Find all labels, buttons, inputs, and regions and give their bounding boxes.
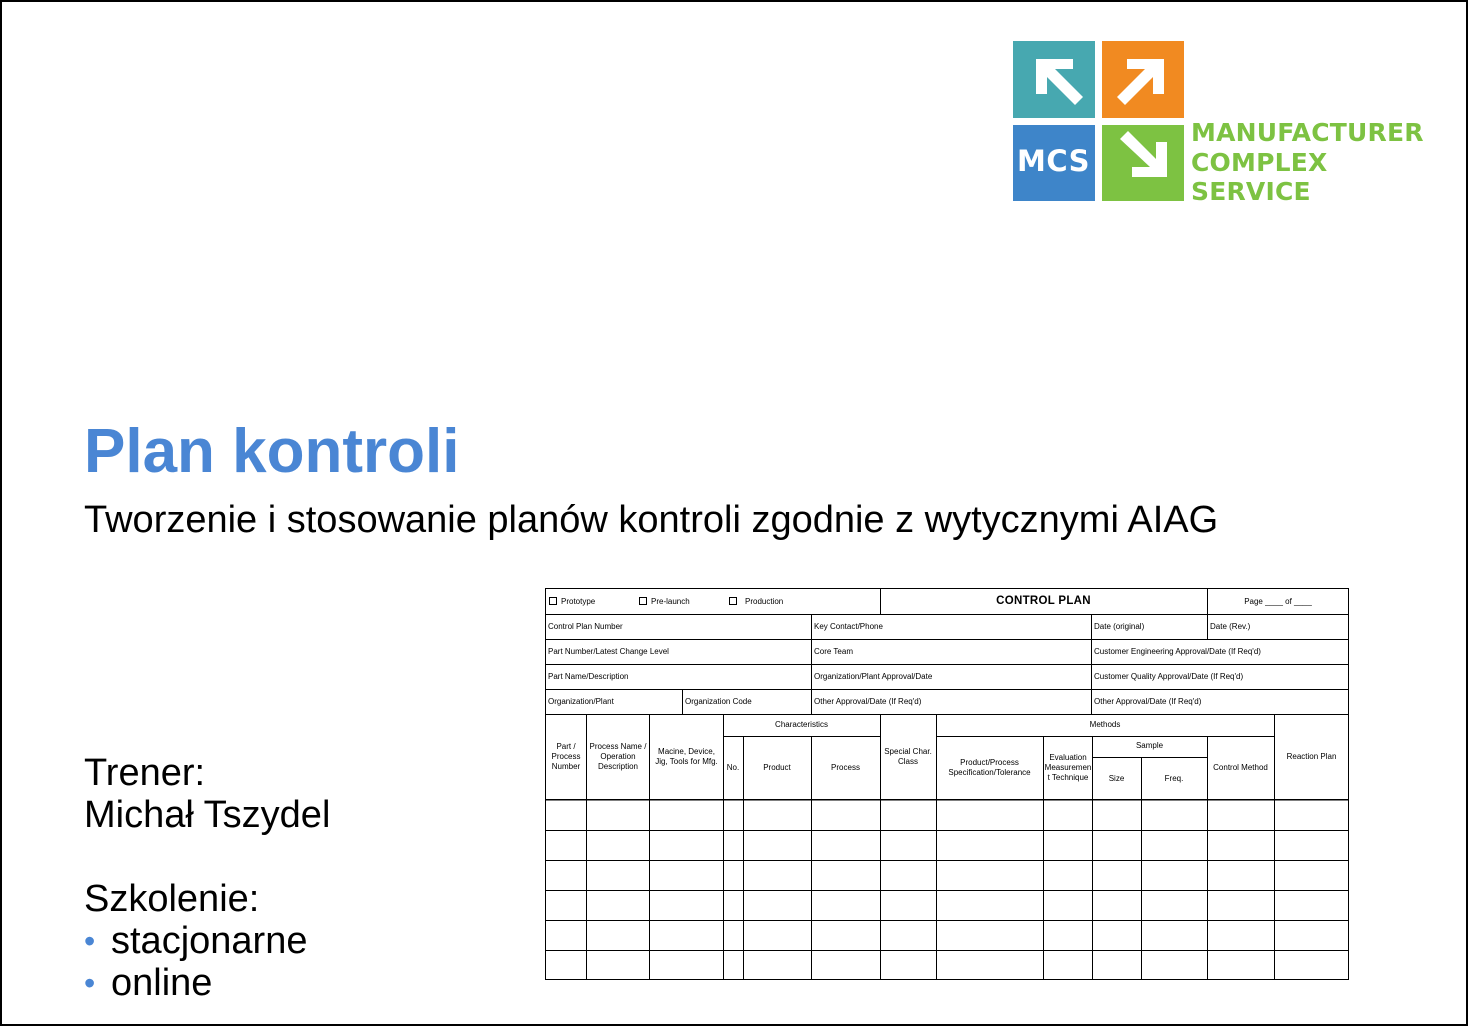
prototype-label: Prototype <box>561 597 596 606</box>
logo-line-1: MANUFACTURER <box>1191 118 1424 147</box>
date-rev-label: Date (Rev.) <box>1210 622 1251 631</box>
part-number-label: Part Number/Latest Change Level <box>548 647 669 656</box>
training-label: Szkolenie: <box>84 878 260 920</box>
form-title: CONTROL PLAN <box>996 595 1091 607</box>
key-contact-label: Key Contact/Phone <box>814 622 883 631</box>
core-team-label: Core Team <box>814 647 853 656</box>
col-control-header: Control Method <box>1213 763 1268 772</box>
prototype-checkbox <box>549 597 557 605</box>
logo-wordmark <box>1191 118 1424 207</box>
production-label: Production <box>745 597 784 606</box>
logo-line-3: SERVICE <box>1191 177 1311 206</box>
col-special-header: Special Char. Class <box>884 747 932 766</box>
logo-line-2: COMPLEX <box>1191 147 1328 177</box>
col-no-header: No. <box>726 763 740 772</box>
col-process-name-header: Process Name / Operation Description <box>589 742 647 771</box>
control-plan-form <box>545 588 1349 980</box>
customer-engineering-label: Customer Engineering Approval/Date (If Req'd) <box>1094 647 1261 656</box>
col-process-header: Process <box>831 763 860 772</box>
bullet-icon: • <box>84 923 96 959</box>
logo-abbr: MCS <box>1017 144 1091 178</box>
col-product-header: Product <box>763 763 791 772</box>
col-size-header: Size <box>1108 774 1125 783</box>
date-original-label: Date (original) <box>1094 622 1145 631</box>
org-plant-approval-label: Organization/Plant Approval/Date <box>814 672 933 681</box>
training-item <box>84 920 330 962</box>
org-code-label: Organization Code <box>685 697 752 706</box>
production-checkbox <box>729 597 737 605</box>
col-part-header: Part / Process Number <box>551 742 581 771</box>
col-machine-header: Macine, Device, Jig, Tools for Mfg. <box>655 747 718 766</box>
prelaunch-checkbox <box>639 597 647 605</box>
training-item <box>84 962 330 1004</box>
prelaunch-label: Pre-launch <box>651 597 690 606</box>
col-eval-header: Evaluation Measuremen t Technique <box>1044 753 1092 782</box>
training-item-label: stacjonarne <box>111 920 308 962</box>
page-subtitle: Tworzenie i stosowanie planów kontroli zgodnie z wytycznymi AIAG <box>84 499 1219 541</box>
trainer-name: Michał Tszydel <box>84 794 331 836</box>
trainer-label: Trener: <box>84 752 206 794</box>
col-spec-header: Product/Process Specification/Tolerance <box>948 758 1031 777</box>
characteristics-header: Characteristics <box>775 720 828 729</box>
training-item-label: online <box>111 962 213 1004</box>
methods-header: Methods <box>1089 720 1121 729</box>
org-plant-label: Organization/Plant <box>548 697 614 706</box>
other-approval-label: Other Approval/Date (If Req'd) <box>814 697 922 706</box>
other-approval-label: Other Approval/Date (If Req'd) <box>1094 697 1202 706</box>
page-title: Plan kontroli <box>84 417 460 486</box>
trainer-info <box>84 752 330 1004</box>
control-plan-number-label: Control Plan Number <box>548 622 623 631</box>
sample-header: Sample <box>1135 741 1164 750</box>
col-freq-header: Freq. <box>1164 774 1184 783</box>
bullet-icon: • <box>84 965 96 1001</box>
customer-quality-label: Customer Quality Approval/Date (If Req'd) <box>1094 672 1244 681</box>
part-name-label: Part Name/Description <box>548 672 629 681</box>
page-count: Page ____ of ____ <box>1244 597 1312 606</box>
col-reaction-header: Reaction Plan <box>1286 752 1337 761</box>
